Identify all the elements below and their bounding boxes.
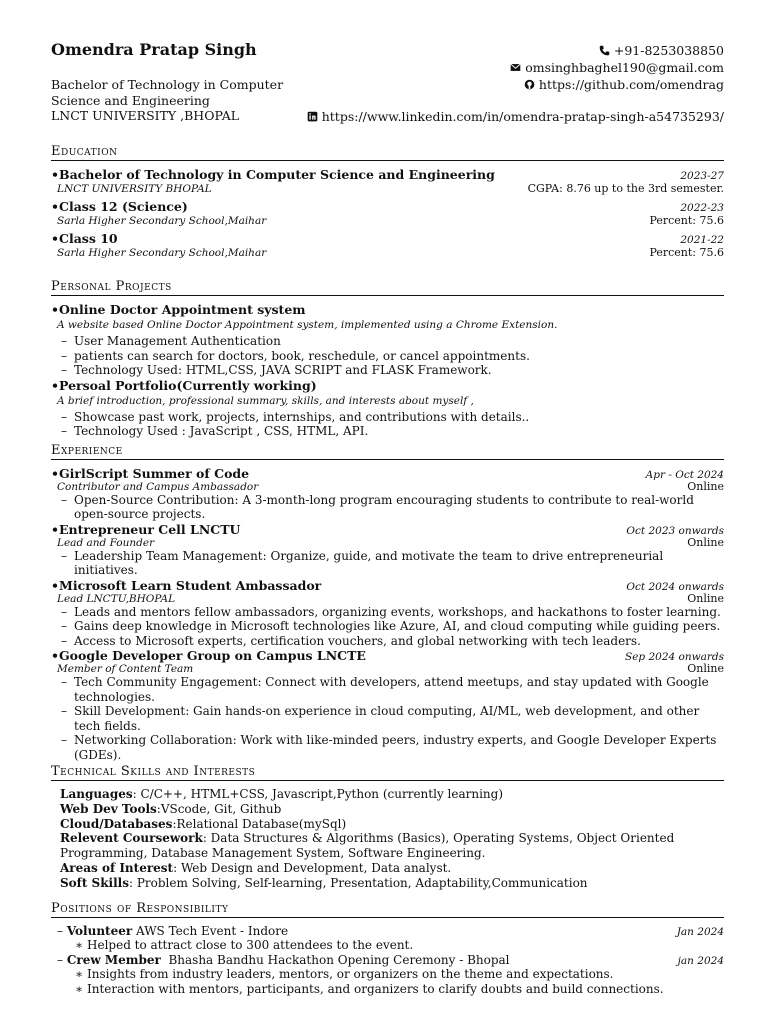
experience-item bbox=[51, 578, 724, 649]
position-item bbox=[51, 924, 724, 953]
experience-point: – Networking Collaboration: Work with like-minded peers, industry experts, and Google Developer Experts (GDEs). bbox=[61, 733, 724, 762]
position-date: jan 2024 bbox=[677, 954, 724, 967]
position-title: – Crew Member Bhasha Bandhu Hackathon Opening Ceremony - Bhopal bbox=[57, 952, 510, 967]
education-school: LNCT UNIVERSITY BHOPAL bbox=[57, 183, 212, 195]
project-point: – Showcase past work, projects, internships, and contributions with details.. bbox=[61, 410, 724, 425]
experience-point: – Leadership Team Management: Organize, guide, and motivate the team to drive entrepreneurial initiatives. bbox=[61, 549, 724, 578]
position-event: AWS Tech Event - Indore bbox=[136, 923, 289, 938]
project-name: •Persoal Portfolio(Currently working) bbox=[51, 377, 317, 393]
experience-point: – Skill Development: Gain hands-on experience in cloud computing, AI/ML, web development, and other tech fields. bbox=[61, 704, 724, 733]
skill-label: Soft Skills bbox=[60, 875, 129, 890]
position-role: Volunteer bbox=[66, 923, 133, 938]
email-address: omsinghbaghel190@gmail.com bbox=[525, 60, 724, 75]
skill-value: : Problem Solving, Self-learning, Presentation, Adaptability,Communication bbox=[128, 875, 588, 890]
skill-label: Languages bbox=[60, 787, 133, 801]
experience-org: •Microsoft Learn Student Ambassador bbox=[51, 577, 322, 593]
education-school: Sarla Higher Secondary School,Maihar bbox=[57, 247, 267, 259]
skill-value: :VScode, Git, Github bbox=[156, 801, 282, 816]
resume-header bbox=[51, 38, 724, 130]
candidate-name: Omendra Pratap Singh bbox=[51, 40, 257, 59]
experience-mode: Online bbox=[687, 662, 724, 675]
experience-point: – Access to Microsoft experts, certification vouchers, and global networking with tech leaders. bbox=[61, 634, 724, 649]
project-point: – patients can search for doctors, book, reschedule, or cancel appointments. bbox=[61, 349, 724, 364]
experience-mode: Online bbox=[687, 479, 724, 493]
projects-heading: Personal Projects bbox=[51, 279, 724, 296]
position-point: ∗ Interaction with mentors, participants, and organizers to clarify doubts and build connections. bbox=[75, 982, 724, 997]
project-points bbox=[51, 334, 724, 378]
experience-mode: Online bbox=[687, 591, 724, 605]
project-point: – Technology Used : JavaScript , CSS, HTML, API. bbox=[61, 424, 724, 439]
experience-org: •Entrepreneur Cell LNCTU bbox=[51, 521, 241, 537]
education-degree: •Class 10 bbox=[51, 231, 118, 246]
skills-section bbox=[51, 764, 724, 891]
skill-value: : C/C++, HTML+CSS, Javascript,Python (currently learning) bbox=[132, 787, 504, 801]
envelope-icon bbox=[510, 62, 521, 73]
skill-value: : Web Design and Development, Data analyst. bbox=[173, 860, 452, 875]
position-date: Jan 2024 bbox=[676, 925, 724, 938]
education-date: 2022-23 bbox=[680, 202, 724, 214]
position-item bbox=[51, 953, 724, 997]
skill-label: Relevent Coursework bbox=[60, 831, 203, 846]
skill-label: Areas of Interest bbox=[60, 860, 174, 875]
project-points bbox=[51, 410, 724, 439]
skill-value: :Relational Database(mySql) bbox=[172, 816, 347, 831]
linkedin-row[interactable] bbox=[307, 109, 724, 124]
experience-org: •Google Developer Group on Campus LNCTE bbox=[51, 648, 366, 663]
education-score: Percent: 75.6 bbox=[649, 246, 724, 259]
experience-points bbox=[51, 493, 724, 522]
phone-number: +91-8253038850 bbox=[613, 43, 724, 58]
github-row[interactable] bbox=[510, 76, 724, 93]
skills-heading: Technical Skills and Interests bbox=[51, 764, 724, 781]
university: LNCT UNIVERSITY ,BHOPAL bbox=[51, 108, 240, 123]
skill-value: : Data Structures & Algorithms (Basics), Operating Systems, Object Oriented Programming, Database Management System, Software Engineering. bbox=[60, 831, 675, 861]
project-item bbox=[51, 302, 724, 378]
skill-row bbox=[60, 817, 724, 832]
education-score: Percent: 75.6 bbox=[649, 214, 724, 227]
projects-section bbox=[51, 279, 724, 439]
skill-row bbox=[60, 876, 724, 891]
experience-role: Lead and Founder bbox=[57, 536, 155, 549]
experience-role: Member of Content Team bbox=[57, 663, 194, 675]
experience-point: – Leads and mentors fellow ambassadors, organizing events, workshops, and hackathons to foster learning. bbox=[61, 605, 724, 620]
skill-row bbox=[60, 861, 724, 876]
education-list bbox=[51, 167, 724, 259]
project-description: A website based Online Doctor Appointment system, implemented using a Chrome Extension. bbox=[57, 319, 558, 331]
project-description: A brief introduction, professional summary, skills, and interests about myself , bbox=[57, 394, 474, 407]
position-points bbox=[57, 967, 724, 997]
education-item bbox=[51, 167, 724, 195]
degree-line-1: Bachelor of Technology in Computer bbox=[51, 77, 284, 92]
experience-item bbox=[51, 466, 724, 522]
experience-points bbox=[51, 605, 724, 649]
position-event: Bhasha Bandhu Hackathon Opening Ceremony - Bhopal bbox=[168, 952, 510, 967]
experience-point: – Gains deep knowledge in Microsoft technologies like Azure, AI, and cloud computing while guiding peers. bbox=[61, 619, 724, 634]
experience-org: •GirlScript Summer of Code bbox=[51, 465, 250, 481]
education-degree: •Bachelor of Technology in Computer Science and Engineering bbox=[51, 167, 495, 182]
position-points bbox=[57, 938, 724, 953]
project-name: •Online Doctor Appointment system bbox=[51, 302, 306, 317]
phone-icon bbox=[599, 45, 610, 56]
position-title: – Volunteer AWS Tech Event - Indore bbox=[57, 923, 289, 938]
experience-mode: Online bbox=[687, 535, 724, 549]
degree-line-2: Science and Engineering bbox=[51, 92, 210, 108]
position-role: Crew Member bbox=[66, 952, 161, 967]
education-score: CGPA: 8.76 up to the 3rd semester. bbox=[527, 182, 724, 195]
github-icon bbox=[524, 79, 535, 90]
experience-section bbox=[51, 443, 724, 763]
education-heading: Education bbox=[51, 144, 724, 161]
experience-role: Lead LNCTU,BHOPAL bbox=[57, 592, 176, 605]
skill-label: Web Dev Tools bbox=[60, 801, 157, 816]
project-item bbox=[51, 378, 724, 439]
experience-date: Apr - Oct 2024 bbox=[645, 468, 724, 481]
degree-block bbox=[51, 77, 301, 124]
positions-heading: Positions of Responsibility bbox=[51, 901, 724, 918]
experience-item bbox=[51, 648, 724, 762]
experience-item bbox=[51, 522, 724, 578]
skill-row bbox=[60, 787, 724, 802]
experience-point: – Open-Source Contribution: A 3-month-long program encouraging students to contribute to real-world open-source projects. bbox=[61, 493, 724, 522]
linkedin-link: https://www.linkedin.com/in/omendra-pratap-singh-a54735293/ bbox=[321, 109, 724, 124]
experience-point: – Tech Community Engagement: Connect with developers, attend meetups, and stay updated with Google technologies. bbox=[61, 675, 724, 704]
education-date: 2021-22 bbox=[680, 234, 724, 246]
experience-date: Sep 2024 onwards bbox=[625, 651, 724, 663]
experience-points bbox=[51, 675, 724, 762]
experience-date: Oct 2023 onwards bbox=[626, 524, 724, 537]
education-item bbox=[51, 231, 724, 259]
project-point: – Technology Used: HTML,CSS, JAVA SCRIPT and FLASK Framework. bbox=[61, 363, 724, 378]
skill-label: Cloud/Databases bbox=[60, 816, 173, 831]
resume-page bbox=[51, 38, 724, 997]
email-row[interactable] bbox=[510, 59, 724, 76]
experience-heading: Experience bbox=[51, 443, 724, 460]
project-point: – User Management Authentication bbox=[61, 334, 724, 349]
position-point: ∗ Helped to attract close to 300 attendees to the event. bbox=[75, 938, 724, 953]
phone-row[interactable] bbox=[510, 42, 724, 59]
education-school: Sarla Higher Secondary School,Maihar bbox=[57, 215, 267, 227]
contact-block bbox=[510, 42, 724, 93]
github-link: https://github.com/omendrag bbox=[538, 77, 724, 92]
skill-row bbox=[60, 831, 724, 861]
experience-points bbox=[51, 549, 724, 578]
education-section bbox=[51, 144, 724, 259]
position-point: ∗ Insights from industry leaders, mentors, or organizers on the theme and expectations. bbox=[75, 967, 724, 982]
linkedin-icon bbox=[307, 111, 318, 122]
education-degree: •Class 12 (Science) bbox=[51, 199, 188, 214]
skill-row bbox=[60, 802, 724, 817]
positions-section bbox=[51, 901, 724, 997]
education-date: 2023-27 bbox=[680, 170, 724, 182]
skills-list bbox=[51, 787, 724, 891]
education-item bbox=[51, 199, 724, 227]
experience-role: Contributor and Campus Ambassador bbox=[57, 480, 259, 493]
experience-date: Oct 2024 onwards bbox=[626, 580, 724, 593]
